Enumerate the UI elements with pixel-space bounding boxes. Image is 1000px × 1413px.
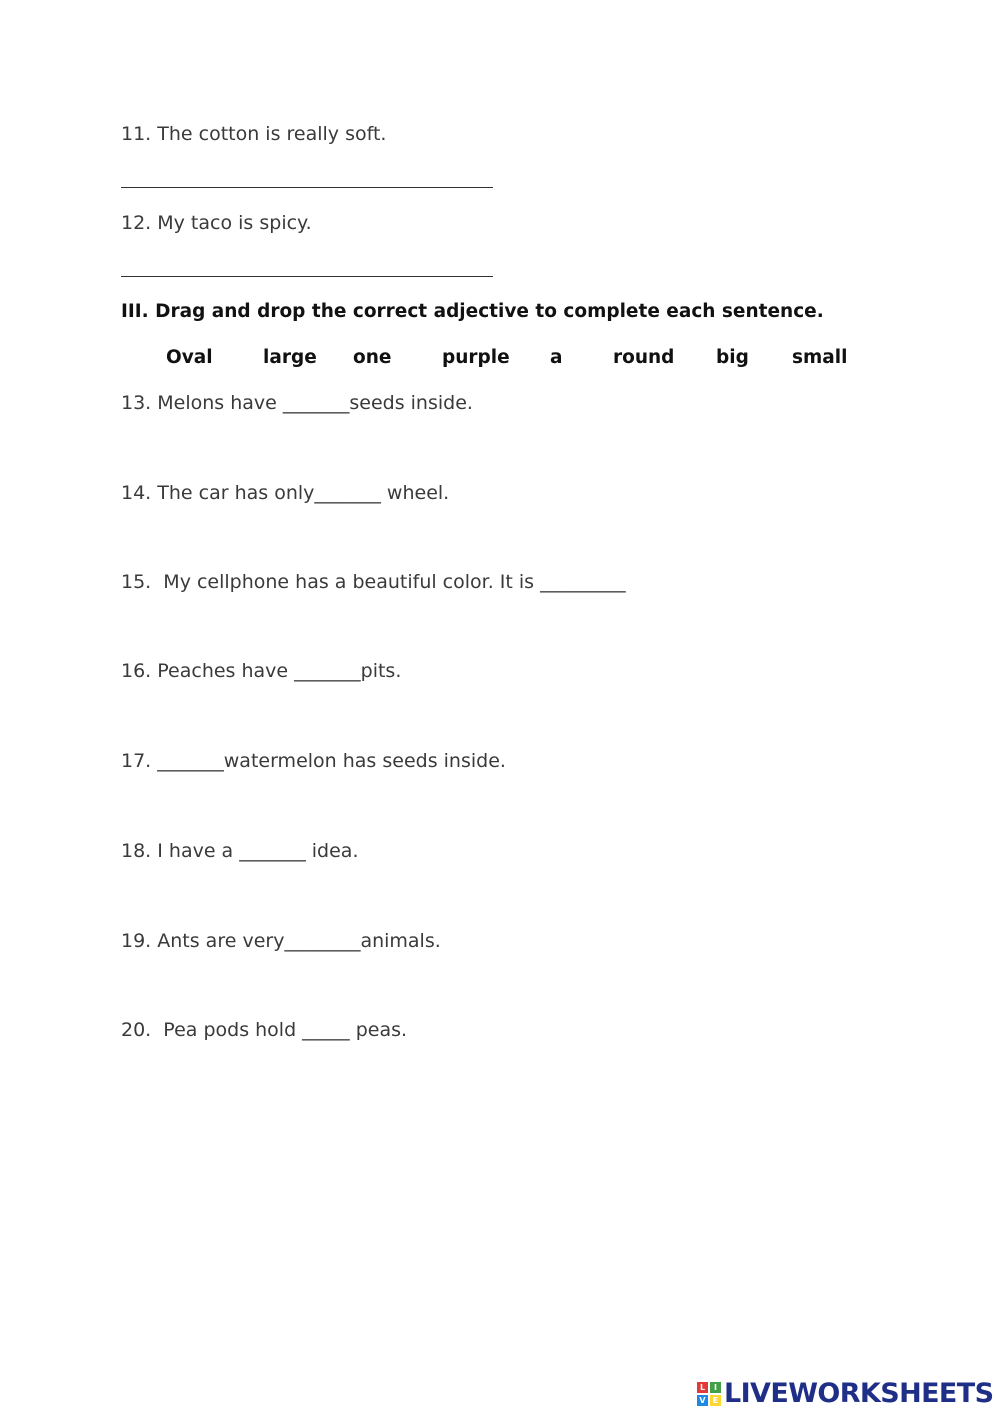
question-16: 16. Peaches have _______pits.	[121, 660, 402, 682]
liveworksheets-logo	[697, 1379, 993, 1409]
question-18: 18. I have a _______ idea.	[121, 840, 359, 862]
question-17: 17. _______watermelon has seeds inside.	[121, 750, 506, 772]
word-purple[interactable]: purple	[442, 347, 510, 368]
question-20: 20. Pea pods hold _____ peas.	[121, 1019, 408, 1041]
word-one[interactable]: one	[353, 347, 392, 368]
word-oval[interactable]: Oval	[166, 347, 213, 368]
logo-mark-cell: V	[697, 1395, 708, 1406]
answer-line-11[interactable]	[121, 187, 493, 188]
logo-text: LIVEWORKSHEETS	[724, 1378, 994, 1409]
word-round[interactable]: round	[613, 347, 675, 368]
word-small[interactable]: small	[792, 347, 848, 368]
question-19: 19. Ants are very________animals.	[121, 930, 441, 952]
logo-mark-icon	[697, 1382, 721, 1406]
logo-mark-cell: I	[710, 1382, 721, 1393]
word-bank	[0, 346, 1000, 372]
question-11: 11. The cotton is really soft.	[121, 123, 387, 145]
question-13: 13. Melons have _______seeds inside.	[121, 392, 473, 414]
word-large[interactable]: large	[263, 347, 317, 368]
word-a[interactable]: a	[550, 347, 563, 368]
section-heading: III. Drag and drop the correct adjective to complete each sentence.	[121, 301, 824, 322]
answer-line-12[interactable]	[121, 276, 493, 277]
question-12: 12. My taco is spicy.	[121, 212, 312, 234]
question-14: 14. The car has only_______ wheel.	[121, 482, 450, 504]
question-15: 15. My cellphone has a beautiful color. It is _________	[121, 571, 626, 593]
logo-mark-cell: E	[710, 1395, 721, 1406]
logo-mark-cell: L	[697, 1382, 708, 1393]
word-big[interactable]: big	[716, 347, 749, 368]
